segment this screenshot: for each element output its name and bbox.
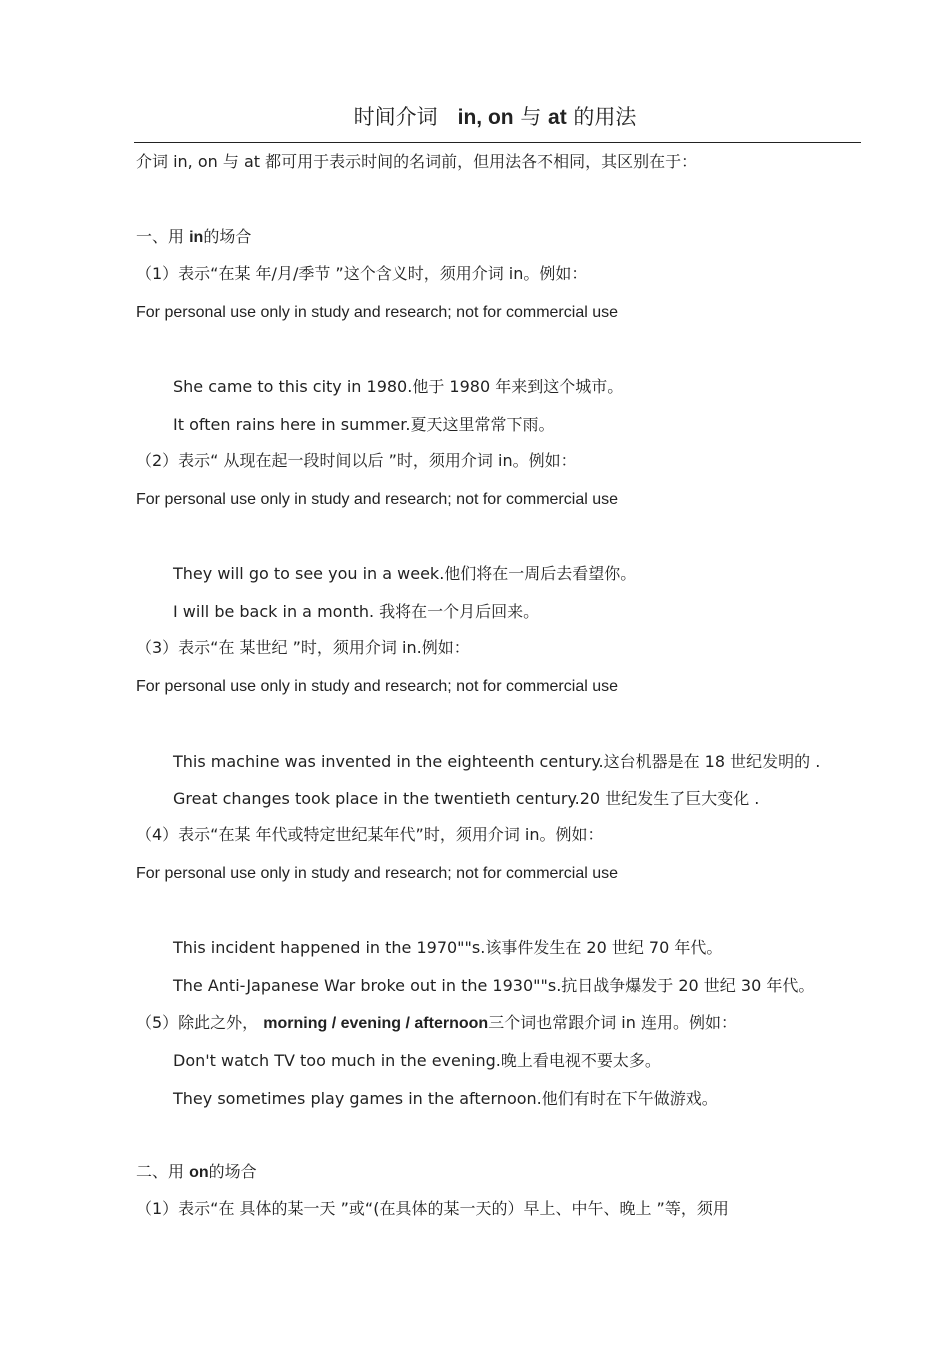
rule-5: [136, 1013, 737, 1034]
example-sentence: Great changes took place in the twentieth century.20 世纪发生了巨大变化 .: [173, 789, 760, 808]
title-text-4: at: [548, 106, 567, 129]
example-sentence: The Anti-Japanese War broke out in the 1930""s.抗日战争爆发于 20 世纪 30 年代。: [173, 976, 815, 995]
rule-2: （2）表示“ 从现在起一段时间以后 ”时，须用介词 in。例如：: [136, 451, 577, 470]
notice-line: For personal use only in study and research; not for commercial use: [136, 491, 619, 508]
example-sentence: Don't watch TV too much in the evening.晚上看电视不要太多。: [173, 1051, 661, 1070]
example-sentence: She came to this city in 1980.他于 1980 年来到这个城市。: [173, 377, 624, 396]
notice-line: For personal use only in study and research; not for commercial use: [136, 678, 619, 695]
rule-1: （1）表示“在某 年/月/季节 ”这个含义时，须用介词 in。例如：: [136, 264, 588, 283]
rule-5-prefix: （5）除此之外，: [136, 1013, 259, 1032]
example-sentence: It often rains here in summer.夏天这里常常下雨。: [173, 415, 555, 434]
notice-line: For personal use only in study and research; not for commercial use: [136, 304, 619, 321]
section-heading-in: [136, 227, 251, 248]
rule-5-suffix: 三个词也常跟介词 in 连用。例如：: [488, 1013, 737, 1032]
section-heading-on: [136, 1162, 257, 1183]
title-text-2: in, on: [457, 106, 514, 129]
section-heading-word: in: [189, 229, 204, 246]
page-title: [0, 104, 950, 131]
notice-line: For personal use only in study and research; not for commercial use: [136, 865, 619, 882]
title-text-5: 的用法: [573, 105, 637, 129]
section-heading-prefix: 一、用: [136, 227, 185, 246]
example-sentence: This machine was invented in the eighteenth century.这台机器是在 18 世纪发明的 .: [173, 752, 821, 771]
section-heading-suffix: 的场合: [208, 1162, 257, 1181]
example-sentence: This incident happened in the 1970""s.该事件发生在 20 世纪 70 年代。: [173, 938, 723, 957]
title-text-1: 时间介词: [353, 105, 438, 129]
example-sentence: They will go to see you in a week.他们将在一周后去看望你。: [173, 564, 637, 583]
example-sentence: I will be back in a month. 我将在一个月后回来。: [173, 602, 540, 621]
example-sentence: They sometimes play games in the afternoon.他们有时在下午做游戏。: [173, 1089, 718, 1108]
section-heading-suffix: 的场合: [203, 227, 252, 246]
section-heading-prefix: 二、用: [136, 1162, 185, 1181]
rule-4: （4）表示“在某 年代或特定世纪某年代”时，须用介词 in。例如：: [136, 825, 604, 844]
rule-5-keywords: morning / evening / afternoon: [263, 1015, 489, 1032]
rule-1-on: （1）表示“在 具体的某一天 ”或“(在具体的某一天的）早上、中午、晚上 ”等，须用: [136, 1199, 729, 1218]
title-divider: [134, 142, 861, 143]
intro-paragraph: 介词 in, on 与 at 都可用于表示时间的名词前，但用法各不相同，其区别在于：: [136, 152, 698, 171]
section-heading-word: on: [189, 1164, 209, 1181]
rule-3: （3）表示“在 某世纪 ”时，须用介词 in.例如：: [136, 638, 470, 657]
title-text-3: 与: [520, 105, 542, 129]
